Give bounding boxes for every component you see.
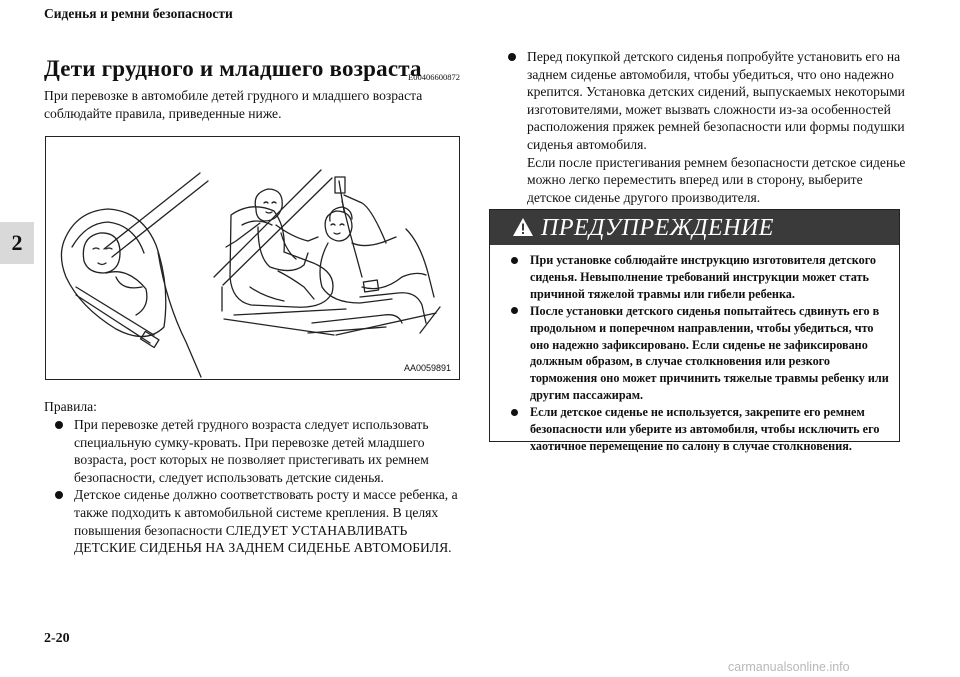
rules-list <box>44 416 464 557</box>
list-item <box>44 416 464 486</box>
warning-header <box>490 210 899 245</box>
section-title: Дети грудного и младшего возраста <box>44 56 422 81</box>
list-item-text: При перевозке детей грудного возраста следует использовать специальную сумку-кровать. При перевозке детей младшего возраста, рост которых не позволяет пристегивать их ремнем безопасности, следует использовать детские сиденья. <box>74 417 429 485</box>
bullet-icon <box>508 53 516 61</box>
warning-item-text: Если детское сиденье не используется, закрепите его ремнем безопасности или уберите из автомобиля, чтобы исключить его хаотичное перемещение по салону в случае столкновения. <box>530 405 880 453</box>
figure-code: AA0059891 <box>403 363 451 373</box>
chapter-tab: 2 <box>0 222 34 264</box>
list-item-text: Перед покупкой детского сиденья попробуйте установить его на заднем сиденье автомобиля, чтобы убедиться, что оно надежно крепится. Установка детских сидений, выпускаемых некоторыми изготовителями, может вызвать сложности из-за особенностей расположения пряжек ремней безопасности или формы подушки сиденья автомобиля. Если после пристегивания ремнем безопасности детское сиденье можно легко переместить вперед или в сторону, выберите детское сиденье другого производителя. <box>527 49 906 205</box>
bullet-icon <box>511 409 518 416</box>
rules-label: Правила: <box>44 399 97 414</box>
running-header: Сиденья и ремни безопасности <box>44 6 233 21</box>
warning-item-text: После установки детского сиденья попытайтесь сдвинуть его в продольном и поперечном направлении, чтобы убедиться, что оно надежно зафиксировано. Если сиденье не зафиксировано должным образом, в случае столкновения или резкого торможения оно может причинить тяжелые травмы ребенку или другим пассажирам. <box>530 303 889 403</box>
warning-triangle-icon <box>512 217 534 237</box>
intro-paragraph: При перевозке в автомобиле детей грудного и младшего возраста соблюдайте правила, приведенные ниже. <box>44 88 423 121</box>
child-seat-drawing <box>46 137 459 379</box>
bullet-icon <box>511 257 518 264</box>
watermark: carmanualsonline.info <box>728 660 850 674</box>
warning-title: ПРЕДУПРЕЖДЕНИЕ <box>541 215 774 241</box>
child-seat-illustration <box>45 136 460 380</box>
warning-item-text: При установке соблюдайте инструкцию изготовителя детского сиденья. Невыполнение требований инструкции может стать причиной тяжелой травмы или гибели ребенка. <box>530 253 877 301</box>
page-number: 2-20 <box>44 631 70 646</box>
bullet-icon <box>55 421 63 429</box>
bullet-icon <box>55 491 63 499</box>
warning-item <box>500 404 892 455</box>
warning-item <box>500 252 892 303</box>
bullet-icon <box>511 307 518 314</box>
right-column-list <box>497 48 907 206</box>
list-item <box>44 486 464 556</box>
list-item-text: Детское сиденье должно соответствовать росту и массе ребенка, а также подходить к автомобильной системе крепления. В целях повышения безопасности СЛЕДУЕТ УСТАНАВЛИВАТЬ ДЕТСКИЕ СИДЕНЬЯ НА ЗАДНЕМ СИДЕНЬЕ АВТОМОБИЛЯ. <box>74 487 458 556</box>
warning-item <box>500 303 892 404</box>
list-item <box>497 48 907 206</box>
warning-box <box>489 209 900 453</box>
section-code: E00406600872 <box>408 72 460 82</box>
warning-body <box>500 252 892 455</box>
title-row <box>44 56 460 86</box>
